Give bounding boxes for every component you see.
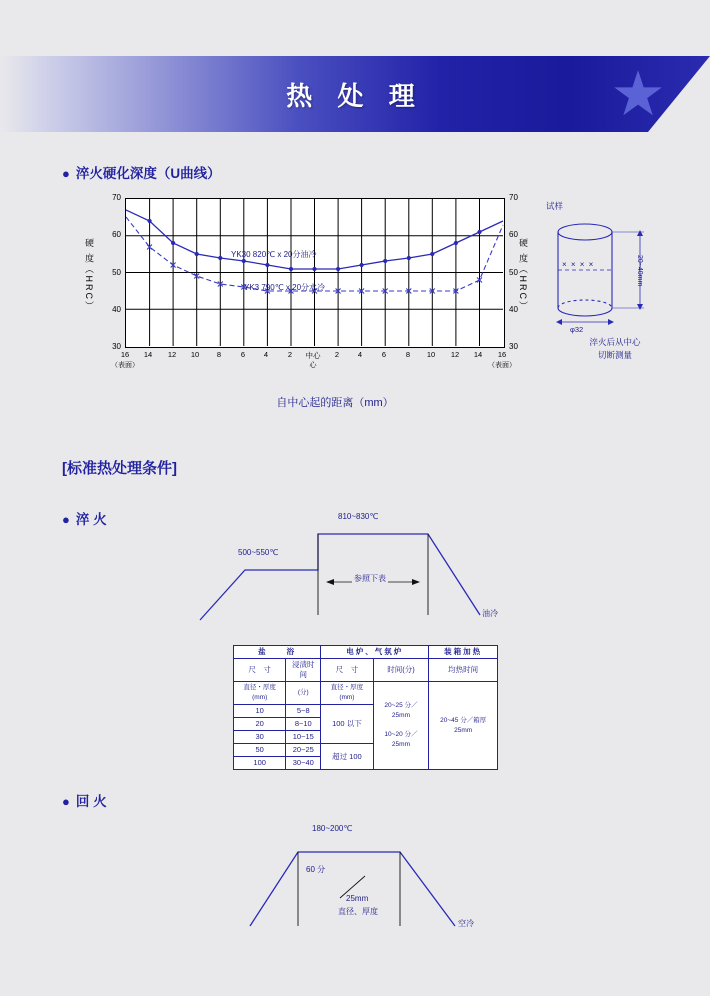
chart-ytick-right-40: 40 (509, 305, 518, 314)
chart-xtick-9: 2 (334, 350, 340, 359)
table-cell-time-100: 30~40 (286, 757, 321, 770)
chart-xtick-13: 10 (426, 350, 436, 359)
table-cell-furnace-size-2: 超过 100 (321, 744, 373, 770)
chart-ytick-left-60: 60 (112, 230, 121, 239)
star-icon: ★ (610, 60, 666, 129)
table-cell-size-20: 20 (234, 718, 286, 731)
chart-ytick-right-30: 30 (509, 342, 518, 351)
chart-xtick-12: 8 (405, 350, 411, 359)
chart-ytick-left-70: 70 (112, 193, 121, 202)
bullet-icon: ● (62, 166, 70, 181)
chart-xtick-16: 16 (497, 350, 507, 359)
chart-xtick-2: 12 (167, 350, 177, 359)
quench-hold-note: 参照下表 (354, 574, 386, 583)
table-subhdr-box-time: 均热时间 (429, 659, 498, 682)
chart-ylabel-right: 硬 度（HRC） (518, 238, 528, 312)
chart-xsub-center: 心 (309, 362, 317, 369)
table-unit-salt-time: (分) (286, 682, 321, 705)
chart-xtick-5: 6 (240, 350, 246, 359)
specimen-diagram (540, 200, 690, 370)
specimen-caption (540, 336, 690, 362)
table-cell-box-time: 20~45 分／箱厚25mm (429, 682, 498, 770)
chart-xtick-6: 4 (263, 350, 269, 359)
chart-xtick-15: 14 (473, 350, 483, 359)
chart-xtick-3: 10 (190, 350, 200, 359)
page-title: 热 处 理 (286, 80, 424, 111)
chart-xtick-11: 6 (381, 350, 387, 359)
chart-ytick-left-30: 30 (112, 342, 121, 351)
chart-xtick-0: 16 (120, 350, 130, 359)
quench-pre-temp: 500~550℃ (238, 548, 279, 557)
temper-top-temp: 180~200℃ (312, 824, 353, 833)
section-heading-standard: [标准热处理条件] (62, 460, 177, 477)
quench-diagram (190, 512, 520, 630)
quench-cool-note: 油冷 (482, 609, 498, 618)
chart-xtick-1: 14 (143, 350, 153, 359)
heating-condition-table (233, 645, 498, 770)
chart-ytick-left-50: 50 (112, 268, 121, 277)
chart-xtick-10: 4 (357, 350, 363, 359)
chart-xtick-4: 8 (216, 350, 222, 359)
table-cell-size-100: 100 (234, 757, 286, 770)
temper-ratio-note: 25mm (346, 894, 369, 903)
quench-top-temp: 810~830℃ (338, 512, 379, 521)
chart-xsub-right: （表面） (488, 362, 516, 369)
section-heading-quench-label: 淬 火 (75, 512, 107, 527)
chart-ytick-right-60: 60 (509, 230, 518, 239)
section-heading-temper (62, 790, 107, 810)
table-row-sub-header (234, 659, 498, 682)
table-group-furnace: 电炉、气氛炉 (321, 646, 429, 659)
chart-ytick-right-70: 70 (509, 193, 518, 202)
table-cell-time-50: 20~25 (286, 744, 321, 757)
chart-xtick-center: 中心 (305, 351, 321, 360)
table-row-units (234, 682, 498, 705)
temper-time-note: 60 分 (306, 865, 326, 874)
table-cell-size-50: 50 (234, 744, 286, 757)
table-furnace-time-1: 20~25 分／25mm (384, 702, 418, 719)
table-unit-salt-size: 直径・厚度(mm) (234, 682, 286, 705)
section-heading-uchart-label: 淬火硬化深度（U曲线） (75, 166, 221, 181)
bullet-icon-temper: ● (62, 794, 70, 809)
specimen-measure-marks: × × × × (562, 260, 595, 269)
u-curve-chart (84, 193, 528, 409)
chart-annotation-yk30: YK30 820℃ x 20分油冷 (231, 250, 317, 259)
chart-ylabel-left: 硬 度（HRC） (84, 238, 94, 312)
chart-plot-area (125, 198, 505, 348)
specimen-dia-dim: φ32 (570, 325, 584, 334)
specimen-caption-line1: 淬火后从中心 (589, 337, 641, 347)
table-cell-furnace-time (373, 682, 429, 770)
chart-xlabel: 自中心起的距离（mm） (276, 397, 394, 409)
table-subhdr-furnace-time: 时间(分) (373, 659, 429, 682)
chart-xtick-14: 12 (450, 350, 460, 359)
table-group-salt: 盐 浴 (234, 646, 321, 659)
chart-xtick-7: 2 (287, 350, 293, 359)
temper-ratio-sub: 直径、厚度 (338, 907, 378, 916)
temper-diagram (240, 824, 520, 940)
table-cell-size-10: 10 (234, 705, 286, 718)
section-heading-temper-label: 回 火 (75, 794, 107, 809)
table-subhdr-salt-time: 浸渍时间 (286, 659, 321, 682)
table-unit-furnace-size: 直径・厚度(mm) (321, 682, 373, 705)
chart-ytick-right-50: 50 (509, 268, 518, 277)
temper-cool-note: 空冷 (458, 919, 474, 928)
temper-diagram-svg (240, 840, 520, 940)
bullet-icon-quench: ● (62, 512, 70, 527)
table-subhdr-furnace-size: 尺 寸 (321, 659, 373, 682)
table-cell-time-20: 8~10 (286, 718, 321, 731)
section-heading-quench (62, 508, 107, 528)
chart-ytick-left-40: 40 (112, 305, 121, 314)
specimen-title: 试样 (546, 201, 564, 211)
table-row-group-header (234, 646, 498, 659)
table-cell-size-30: 30 (234, 731, 286, 744)
table-cell-time-10: 5~8 (286, 705, 321, 718)
chart-annotation-yk3: YK3 790℃ x 20分水冷 (244, 283, 326, 292)
specimen-caption-line2: 切断测量 (597, 350, 632, 360)
section-heading-uchart (62, 162, 221, 182)
table-furnace-time-2: 10~20 分／25mm (384, 731, 418, 748)
chart-xsub-left: （表面） (111, 362, 139, 369)
table-subhdr-salt-size: 尺 寸 (234, 659, 286, 682)
table-cell-furnace-size-1: 100 以下 (321, 705, 373, 744)
table-group-box: 装箱加热 (429, 646, 498, 659)
specimen-height-dim: 20~40mm (636, 255, 643, 287)
chart-svg (126, 199, 503, 346)
table-cell-time-30: 10~15 (286, 731, 321, 744)
